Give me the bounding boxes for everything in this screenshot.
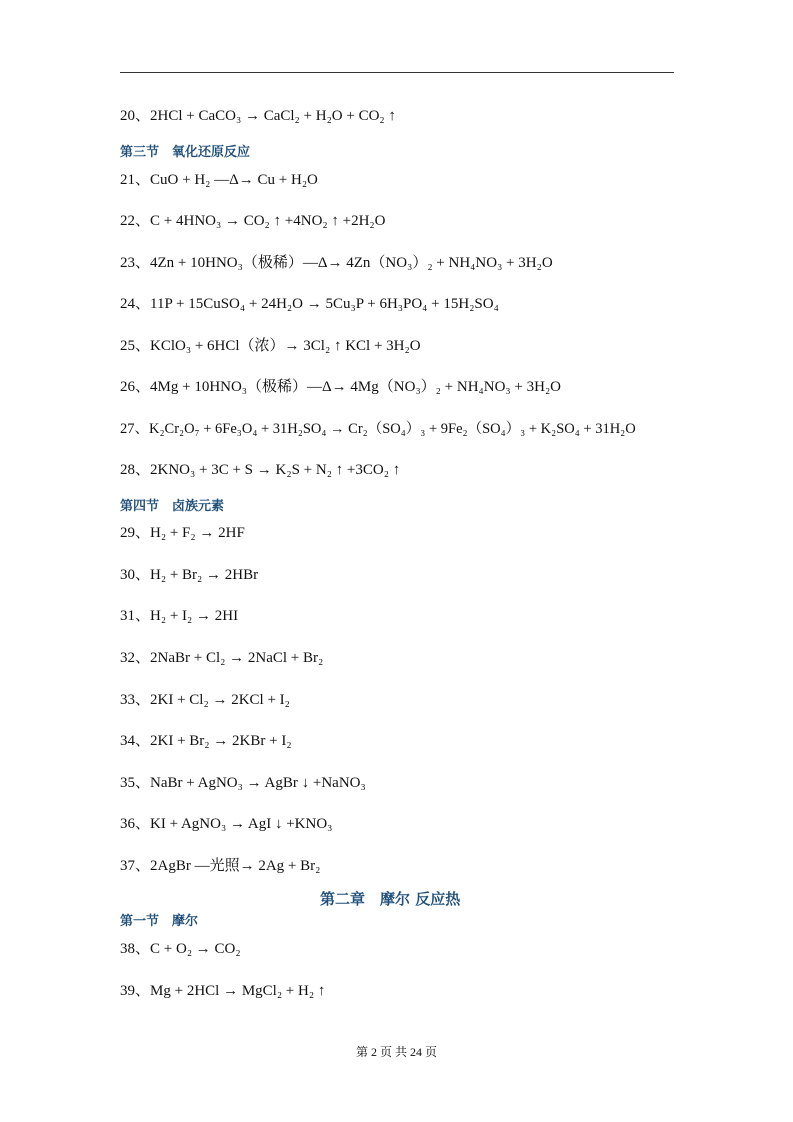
equation-number: 31、 bbox=[120, 608, 151, 624]
equation-line bbox=[120, 606, 238, 626]
equation-text: 2KI + Cl₂ → 2KCl + I₂ bbox=[150, 692, 290, 708]
equation-number: 33、 bbox=[120, 692, 151, 708]
equation-text: H₂ + I₂ → 2HI bbox=[150, 608, 239, 624]
equation-text: KI + AgNO₃ → AgI ↓ +KNO₃ bbox=[150, 816, 333, 832]
equation-text: 4Mg + 10HNO₃（极稀）—Δ→ 4Mg（NO₃）₂ + NH₄NO₃ + 3H₂O bbox=[150, 379, 562, 395]
equation-text: 11P + 15CuSO₄ + 24H₂O → 5Cu₃P + 6H₃PO₄ + 15H₂SO₄ bbox=[150, 296, 499, 312]
equation-line bbox=[120, 336, 421, 356]
equation-line bbox=[120, 565, 258, 585]
equation-number: 27、 bbox=[120, 421, 149, 437]
equation-number: 23、 bbox=[120, 255, 151, 271]
equation-number: 36、 bbox=[120, 816, 151, 832]
equation-number: 38、 bbox=[120, 941, 151, 957]
equation-number: 32、 bbox=[120, 650, 151, 666]
section-heading: 第一节 摩尔 bbox=[120, 914, 199, 929]
equation-number: 22、 bbox=[120, 213, 151, 229]
equation-text: C + 4HNO₃ → CO₂ ↑ +4NO₂ ↑ +2H₂O bbox=[150, 213, 386, 229]
equation-text: H₂ + F₂ → 2HF bbox=[150, 525, 245, 541]
equation-line bbox=[120, 294, 499, 314]
equation-number: 20、 bbox=[120, 108, 151, 124]
equation-number: 26、 bbox=[120, 379, 151, 395]
equation-line bbox=[120, 377, 561, 397]
equation-text: 2KI + Br₂ → 2KBr + I₂ bbox=[150, 733, 292, 749]
equation-text: Mg + 2HCl → MgCl₂ + H₂ ↑ bbox=[150, 983, 326, 999]
equation-number: 28、 bbox=[120, 462, 151, 478]
equation-text: 2NaBr + Cl₂ → 2NaCl + Br₂ bbox=[150, 650, 324, 666]
equation-line bbox=[120, 690, 290, 710]
equation-line bbox=[120, 814, 332, 834]
equation-number: 37、 bbox=[120, 858, 151, 874]
equation-line bbox=[120, 981, 325, 1001]
equation-number: 34、 bbox=[120, 733, 151, 749]
equation-line bbox=[120, 648, 323, 668]
equation-line bbox=[120, 773, 366, 793]
equation-text: C + O₂ → CO₂ bbox=[150, 941, 241, 957]
equation-number: 30、 bbox=[120, 567, 151, 583]
equation-line bbox=[120, 419, 636, 439]
equation-text: K₂Cr₂O₇ + 6Fe₃O₄ + 31H₂SO₄ → Cr₂（SO₄）₃ + 9Fe₂（SO₄）₃ + K₂SO₄ + 31H₂O bbox=[149, 421, 636, 437]
header-rule bbox=[120, 72, 674, 73]
equation-line bbox=[120, 731, 292, 751]
equation-text: KClO₃ + 6HCl（浓）→ 3Cl₂ ↑ KCl + 3H₂O bbox=[150, 338, 421, 354]
equation-line bbox=[120, 106, 396, 126]
equation-number: 35、 bbox=[120, 775, 151, 791]
equation-number: 21、 bbox=[120, 172, 151, 188]
equation-number: 39、 bbox=[120, 983, 151, 999]
equation-text: 4Zn + 10HNO₃（极稀）—Δ→ 4Zn（NO₃）₂ + NH₄NO₃ + 3H₂O bbox=[150, 255, 553, 271]
equation-number: 24、 bbox=[120, 296, 151, 312]
equation-text: 2KNO₃ + 3C + S → K₂S + N₂ ↑ +3CO₂ ↑ bbox=[150, 462, 401, 478]
equation-text: 2AgBr —光照→ 2Ag + Br₂ bbox=[150, 858, 321, 874]
equation-number: 29、 bbox=[120, 525, 151, 541]
equation-line bbox=[120, 253, 553, 273]
equation-number: 25、 bbox=[120, 338, 151, 354]
equation-text: H₂ + Br₂ → 2HBr bbox=[150, 567, 259, 583]
section-heading: 第四节 卤族元素 bbox=[120, 499, 225, 514]
chapter-heading: 第二章 摩尔 反应热 bbox=[320, 890, 461, 908]
page-footer: 第 2 页 共 24 页 bbox=[355, 1045, 437, 1059]
equation-line bbox=[120, 856, 320, 876]
equation-text: NaBr + AgNO₃ → AgBr ↓ +NaNO₃ bbox=[150, 775, 366, 791]
equation-line bbox=[120, 170, 318, 190]
equation-text: 2HCl + CaCO₃ → CaCl₂ + H₂O + CO₂ ↑ bbox=[150, 108, 396, 124]
equation-text: CuO + H₂ —Δ→ Cu + H₂O bbox=[150, 172, 318, 188]
equation-line bbox=[120, 939, 241, 959]
equation-line bbox=[120, 523, 245, 543]
equation-line bbox=[120, 211, 385, 231]
equation-line bbox=[120, 460, 400, 480]
section-heading: 第三节 氧化还原反应 bbox=[120, 145, 251, 160]
